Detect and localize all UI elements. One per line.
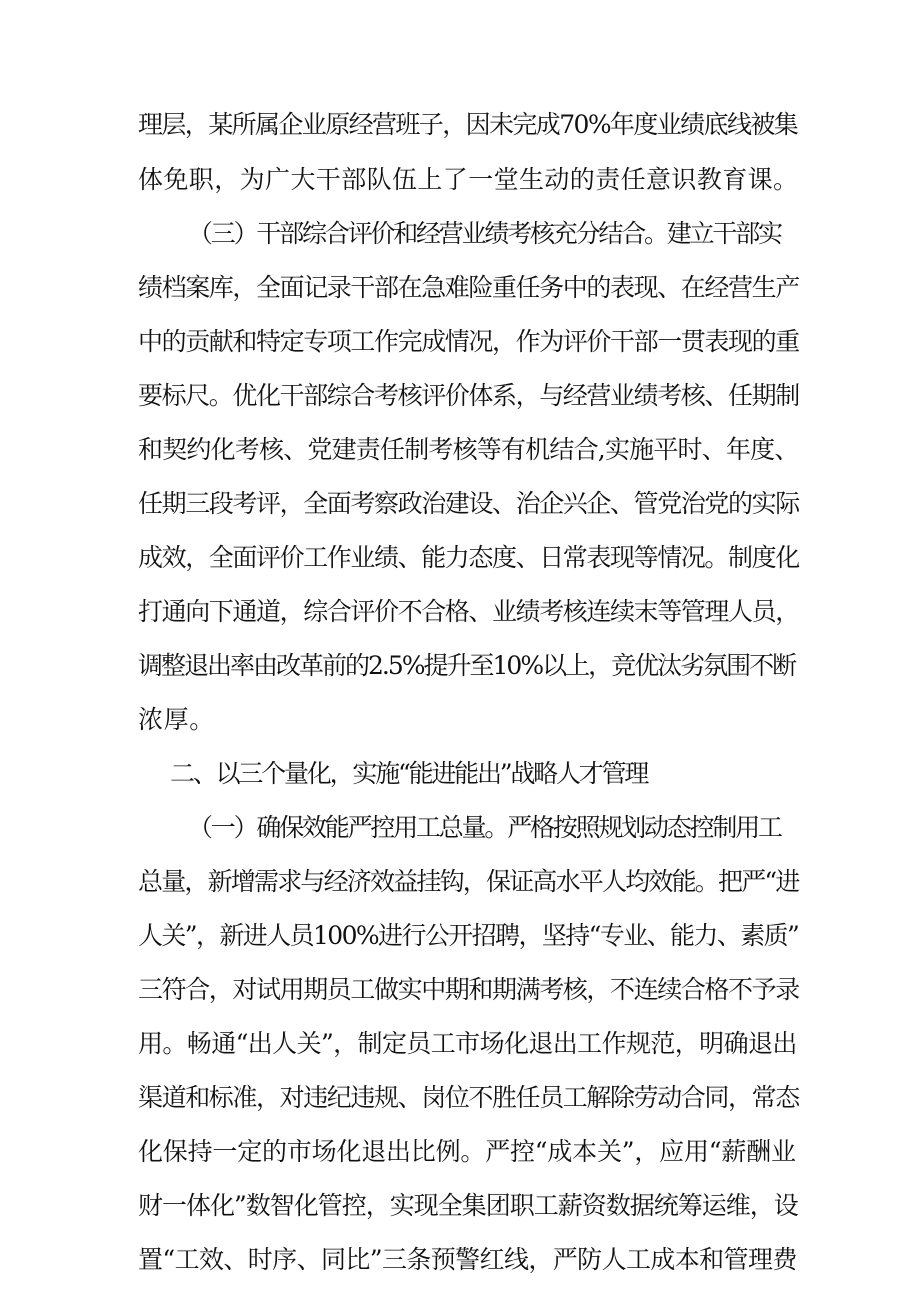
section-heading: 二、以三个量化，实施“能进能出”战略人才管理 (170, 759, 648, 788)
text-line-8: 任期三段考评，全面考察政治建设、治企兴企、管党治党的实际 (138, 489, 799, 518)
text-line-2: 体免职，为广大干部队伍上了一堂生动的责任意识教育课。 (138, 165, 799, 194)
text-line-16: 人关”，新进人员100%进行公开招聘，坚持“专业、能力、素质” (138, 921, 799, 950)
text-line-14: （一）确保效能严控用工总量。严格按照规划动态控制用工 (188, 813, 781, 842)
text-line-6: 要标尺。优化干部综合考核评价体系，与经营业绩考核、任期制 (138, 381, 799, 410)
text-line-19: 渠道和标准，对违纪违规、岗位不胜任员工解除劳动合同，常态 (138, 1083, 799, 1112)
text-line-18: 用。畅通“出人关”，制定员工市场化退出工作规范，明确退出 (138, 1029, 797, 1058)
text-line-22: 置“工效、时序、同比”三条预警红线，严防人工成本和管理费 (138, 1245, 797, 1274)
text-line-15: 总量，新增需求与经济效益挂钩，保证高水平人均效能。把严“进 (138, 867, 799, 896)
text-line-12: 浓厚。 (138, 705, 215, 734)
text-line-21: 财一体化”数智化管控，实现全集团职工薪资数据统筹运维，设 (138, 1191, 798, 1220)
text-line-5: 中的贡献和特定专项工作完成情况，作为评价干部一贯表现的重 (138, 327, 799, 356)
text-line-20: 化保持一定的市场化退出比例。严控“成本关”，应用“薪酬业 (138, 1137, 796, 1166)
text-line-7: 和契约化考核、党建责任制考核等有机结合,实施平时、年度、 (138, 435, 799, 464)
text-line-3: （三）干部综合评价和经营业绩考核充分结合。建立干部实 (188, 219, 781, 248)
text-line-17: 三符合，对试用期员工做实中期和期满考核，不连续合格不予录 (138, 975, 799, 1004)
text-line-9: 成效，全面评价工作业绩、能力态度、日常表现等情况。制度化 (138, 543, 799, 572)
text-line-4: 绩档案库，全面记录干部在急难险重任务中的表现、在经营生产 (138, 273, 799, 302)
text-line-10: 打通向下通道，综合评价不合格、业绩考核连续末等管理人员， (138, 597, 799, 626)
text-line-11: 调整退出率由改革前的2.5%提升至10%以上，竞优汰劣氛围不断 (138, 651, 796, 680)
text-line-1: 理层，某所属企业原经营班子，因未完成70%年度业绩底线被集 (138, 110, 798, 139)
